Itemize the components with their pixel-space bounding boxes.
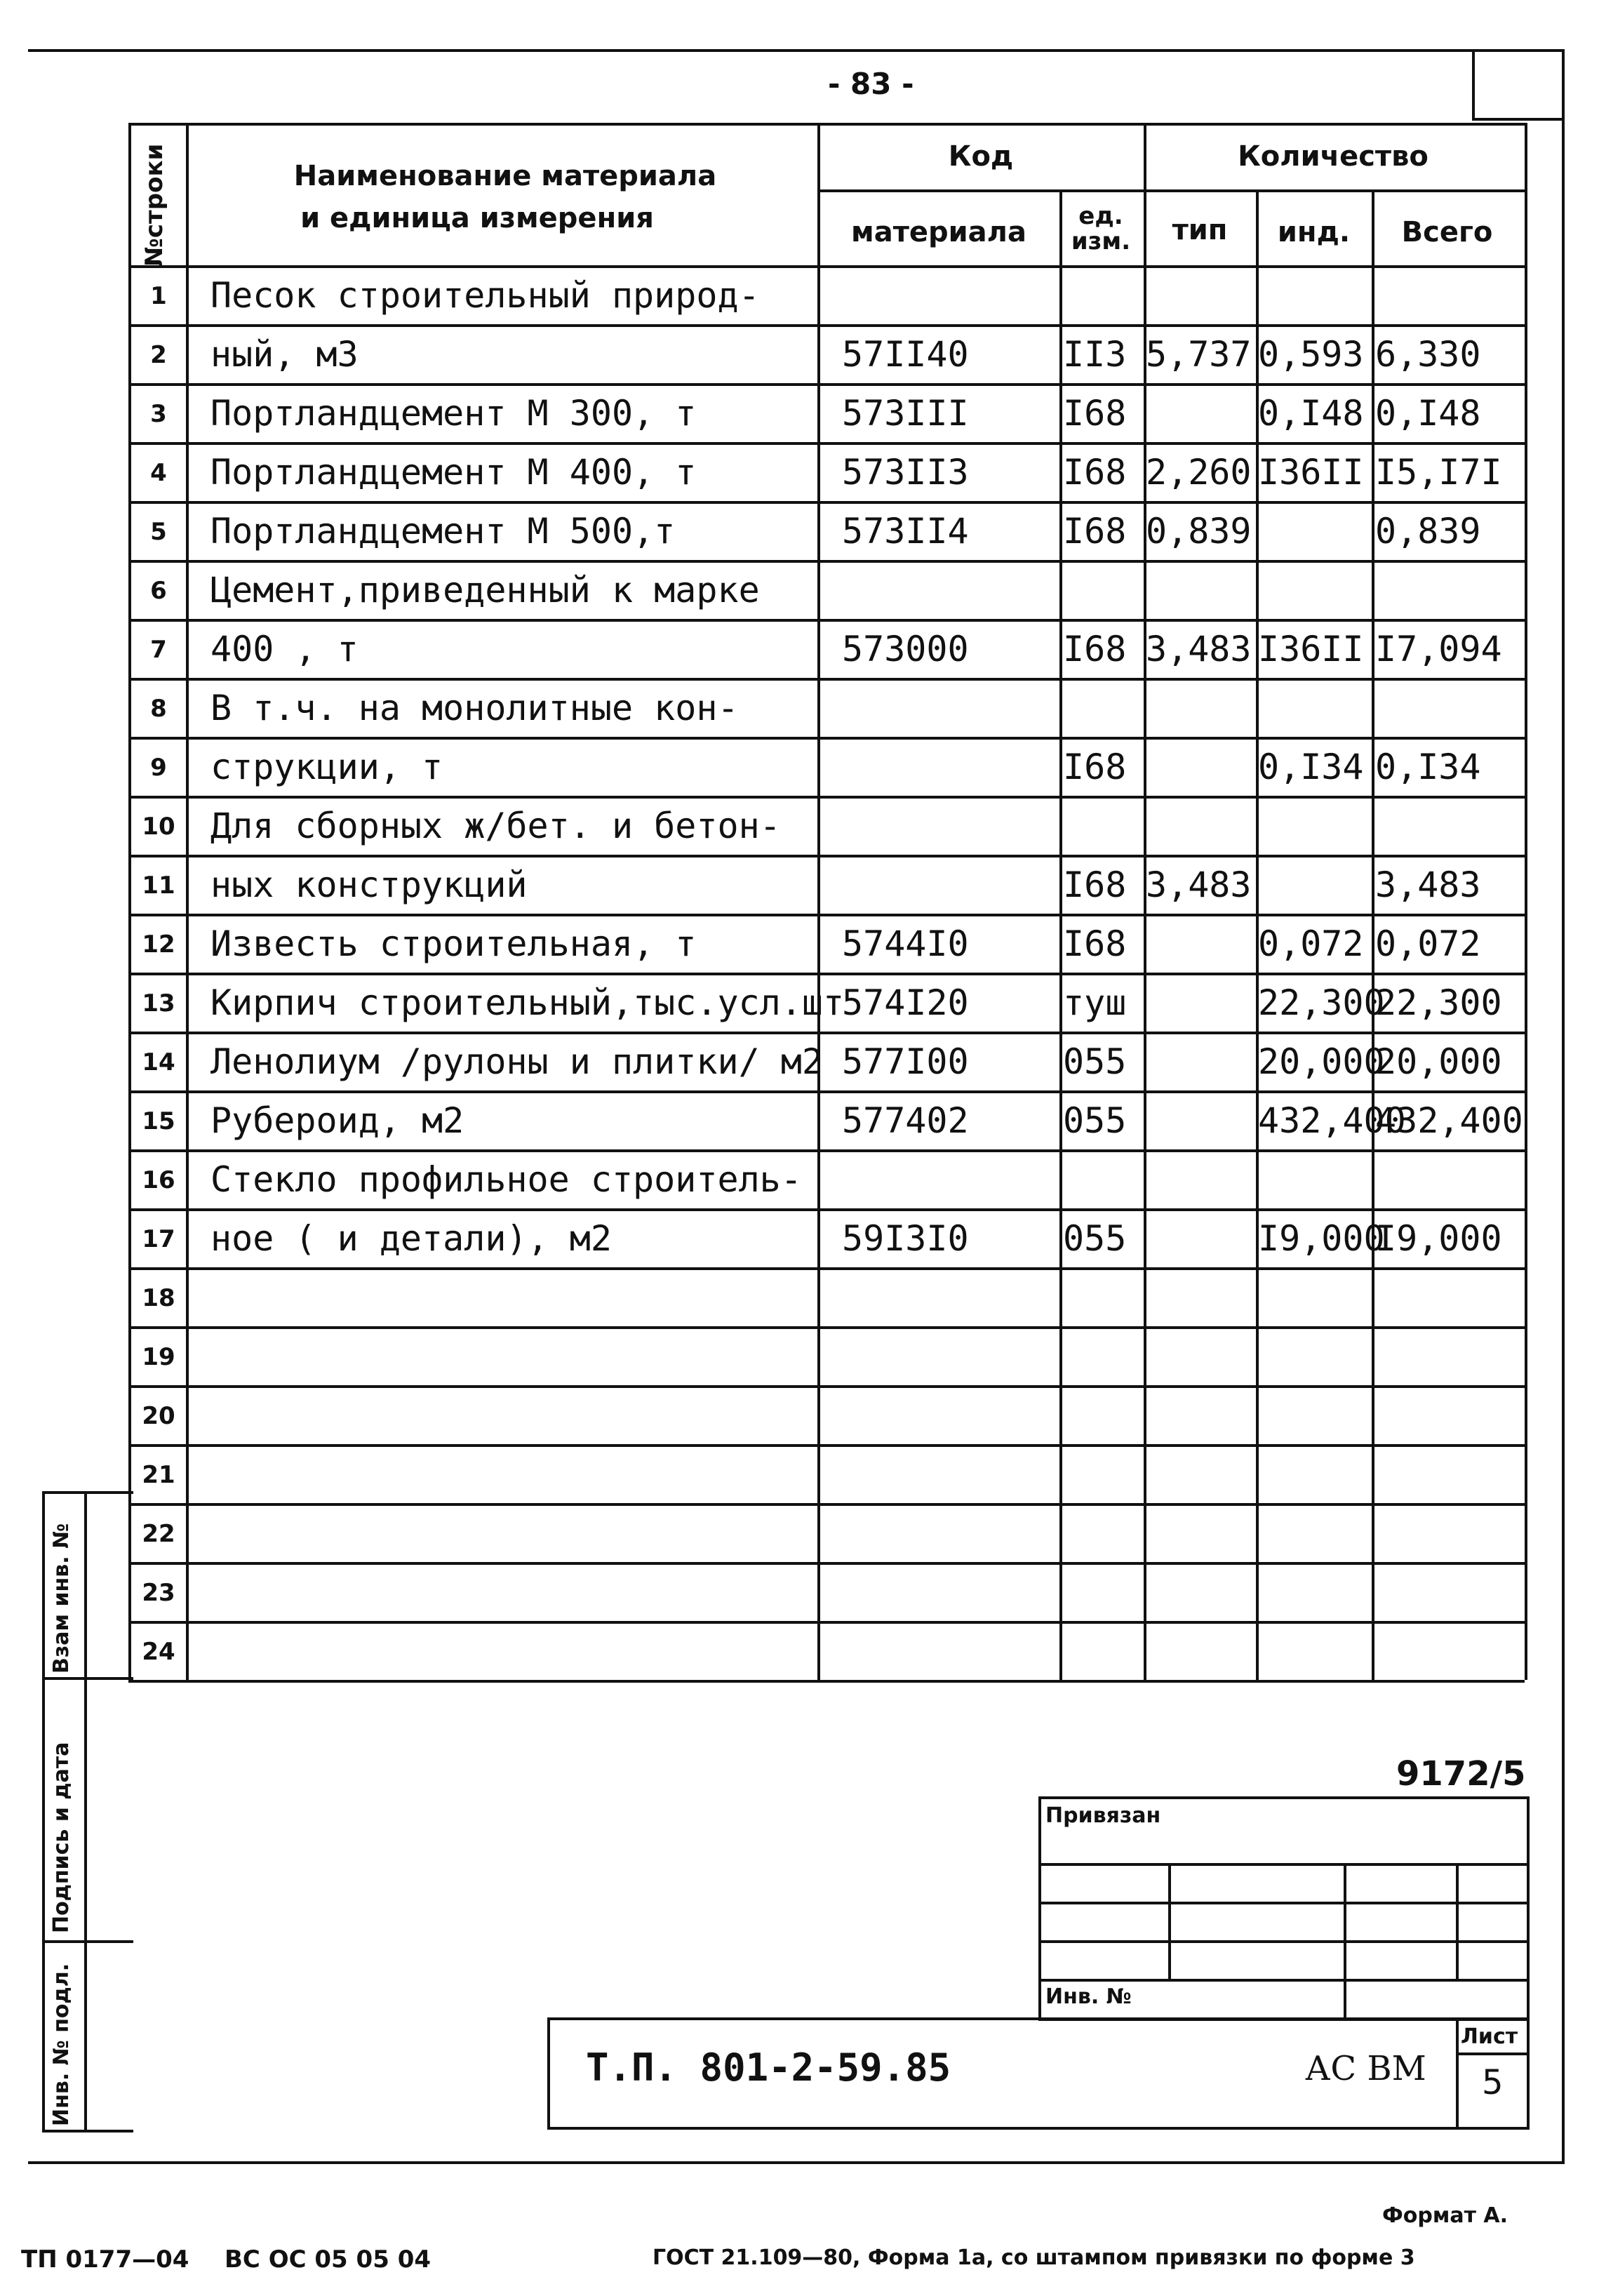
- material-code: 577402: [842, 1100, 969, 1141]
- header-qty-total: Всего: [1401, 216, 1493, 248]
- material-code: 573II3: [842, 452, 969, 493]
- header-qty-type: тип: [1172, 214, 1228, 246]
- qty-ind: 22,300: [1258, 982, 1385, 1023]
- material-name: Рубероид, м2: [210, 1100, 464, 1141]
- footer-gost: ГОСТ 21.109—80, Форма 1а, со штампом привязки по форме 3: [653, 2245, 1415, 2270]
- qty-type: 5,737: [1146, 334, 1252, 375]
- material-name: Кирпич строительный,тыс.усл.шт: [210, 982, 845, 1023]
- inv-no-label: Инв. №: [1045, 1984, 1132, 2009]
- sheet-value: 5: [1482, 2063, 1504, 2102]
- unit-code: 055: [1063, 1041, 1127, 1082]
- qty-total: 0,839: [1375, 511, 1481, 552]
- qty-type: 3,483: [1146, 629, 1252, 669]
- row-number: 15: [142, 1107, 175, 1135]
- row-number: 2: [150, 341, 167, 369]
- header-name-line1: Наименование материала: [293, 160, 717, 192]
- qty-ind: I36II: [1258, 452, 1364, 493]
- side-vzam-inv: Взам инв. №: [49, 1523, 74, 1674]
- row-number: 5: [150, 518, 167, 546]
- material-name: Цемент,приведенный к марке: [210, 570, 760, 610]
- row-number: 16: [142, 1166, 175, 1194]
- row-number: 3: [150, 400, 167, 428]
- footer-mid: ВС ОС 05 05 04: [225, 2245, 431, 2274]
- unit-code: I68: [1063, 629, 1127, 669]
- row-number: 11: [142, 872, 175, 900]
- material-code: 573II4: [842, 511, 969, 552]
- header-name-line2: и единица измерения: [300, 202, 654, 234]
- material-name: В т.ч. на монолитные кон-: [210, 688, 739, 728]
- row-number: 21: [142, 1461, 175, 1489]
- unit-code: I68: [1063, 923, 1127, 964]
- qty-total: 432,400: [1375, 1100, 1523, 1141]
- qty-total: 0,I48: [1375, 393, 1481, 434]
- row-number: 4: [150, 459, 167, 487]
- material-name: ных конструкций: [210, 865, 528, 905]
- row-number: 10: [142, 813, 175, 841]
- material-name: ный, м3: [210, 334, 359, 375]
- material-name: Песок строительный природ-: [210, 275, 760, 316]
- unit-code: 055: [1063, 1100, 1127, 1141]
- qty-total: I9,000: [1375, 1218, 1502, 1259]
- designation-code: АС ВМ: [1305, 2049, 1426, 2088]
- unit-code: I68: [1063, 452, 1127, 493]
- qty-total: 0,I34: [1375, 747, 1481, 787]
- unit-code: 055: [1063, 1218, 1127, 1259]
- table-row: [128, 1444, 1525, 1503]
- row-number: 6: [150, 577, 167, 605]
- footer-left: ТП 0177—04: [21, 2245, 189, 2274]
- header-quantity: Количество: [1238, 140, 1429, 173]
- qty-ind: 0,I34: [1258, 747, 1364, 787]
- material-name: Портландцемент М 500,т: [210, 511, 676, 552]
- row-number: 8: [150, 695, 167, 723]
- qty-total: I7,094: [1375, 629, 1502, 669]
- unit-code: туш: [1063, 982, 1127, 1023]
- row-number: 9: [150, 754, 167, 782]
- qty-total: 3,483: [1375, 865, 1481, 905]
- qty-ind: 0,072: [1258, 923, 1364, 964]
- row-number: 7: [150, 636, 167, 664]
- side-podpis-data: Подпись и дата: [49, 1742, 74, 1933]
- material-name: Ленолиум /рулоны и плитки/ м2: [210, 1041, 823, 1082]
- unit-code: I68: [1063, 747, 1127, 787]
- qty-ind: 0,593: [1258, 334, 1364, 375]
- material-name: Для сборных ж/бет. и бетон-: [210, 806, 781, 846]
- row-number: 22: [142, 1520, 175, 1548]
- page-number: - 83 -: [828, 67, 914, 101]
- qty-ind: 0,I48: [1258, 393, 1364, 434]
- row-number: 20: [142, 1402, 175, 1430]
- row-number: 24: [142, 1638, 175, 1666]
- unit-code: I68: [1063, 511, 1127, 552]
- material-name: Стекло профильное строитель-: [210, 1159, 802, 1200]
- header-qty-ind: инд.: [1277, 216, 1351, 248]
- unit-code: I68: [1063, 393, 1127, 434]
- table-row: [128, 1503, 1525, 1562]
- qty-type: 0,839: [1146, 511, 1252, 552]
- table-row: [128, 1326, 1525, 1385]
- stamp-number: 9172/5: [1396, 1754, 1526, 1794]
- material-name: Известь строительная, т: [210, 923, 697, 964]
- sheet-label: Лист: [1461, 2024, 1518, 2049]
- header-row-no: №строки: [140, 143, 168, 267]
- header-code: Код: [948, 140, 1014, 173]
- qty-total: I5,I7I: [1375, 452, 1502, 493]
- unit-code: II3: [1063, 334, 1127, 375]
- material-code: 573000: [842, 629, 969, 669]
- header-code-material: материала: [851, 216, 1026, 248]
- qty-total: 6,330: [1375, 334, 1481, 375]
- material-code: 59I3I0: [842, 1218, 969, 1259]
- qty-total: 20,000: [1375, 1041, 1502, 1082]
- material-name: ное ( и детали), м2: [210, 1218, 612, 1259]
- row-number: 1: [150, 282, 167, 310]
- qty-type: 3,483: [1146, 865, 1252, 905]
- qty-total: 22,300: [1375, 982, 1502, 1023]
- qty-ind: 432,400: [1258, 1100, 1406, 1141]
- material-name: Портландцемент М 300, т: [210, 393, 697, 434]
- table-row: [128, 1562, 1525, 1621]
- material-code: 573III: [842, 393, 969, 434]
- table-row: [128, 1621, 1525, 1680]
- designation: Т.П. 801-2-59.85: [586, 2045, 951, 2090]
- table-row: [128, 1385, 1525, 1444]
- qty-total: 0,072: [1375, 923, 1481, 964]
- row-number: 23: [142, 1579, 175, 1607]
- qty-ind: 20,000: [1258, 1041, 1385, 1082]
- qty-ind: I36II: [1258, 629, 1364, 669]
- material-name: струкции, т: [210, 747, 443, 787]
- material-code: 5744I0: [842, 923, 969, 964]
- material-code: 574I20: [842, 982, 969, 1023]
- material-code: 57II40: [842, 334, 969, 375]
- unit-code: I68: [1063, 865, 1127, 905]
- material-name: Портландцемент М 400, т: [210, 452, 697, 493]
- privyazan-label: Привязан: [1045, 1803, 1161, 1828]
- row-number: 17: [142, 1225, 175, 1253]
- material-code: 577I00: [842, 1041, 969, 1082]
- row-number: 12: [142, 930, 175, 959]
- footer-format: Формат А.: [1382, 2203, 1508, 2228]
- row-number: 14: [142, 1048, 175, 1076]
- material-name: 400 , т: [210, 629, 359, 669]
- side-inv-podl: Инв. № подл.: [49, 1963, 74, 2126]
- table-row: [128, 1267, 1525, 1326]
- qty-type: 2,260: [1146, 452, 1252, 493]
- qty-ind: I9,000: [1258, 1218, 1385, 1259]
- row-number: 18: [142, 1284, 175, 1312]
- row-number: 19: [142, 1343, 175, 1371]
- header-code-unit: ед. изм.: [1071, 202, 1131, 255]
- row-number: 13: [142, 989, 175, 1017]
